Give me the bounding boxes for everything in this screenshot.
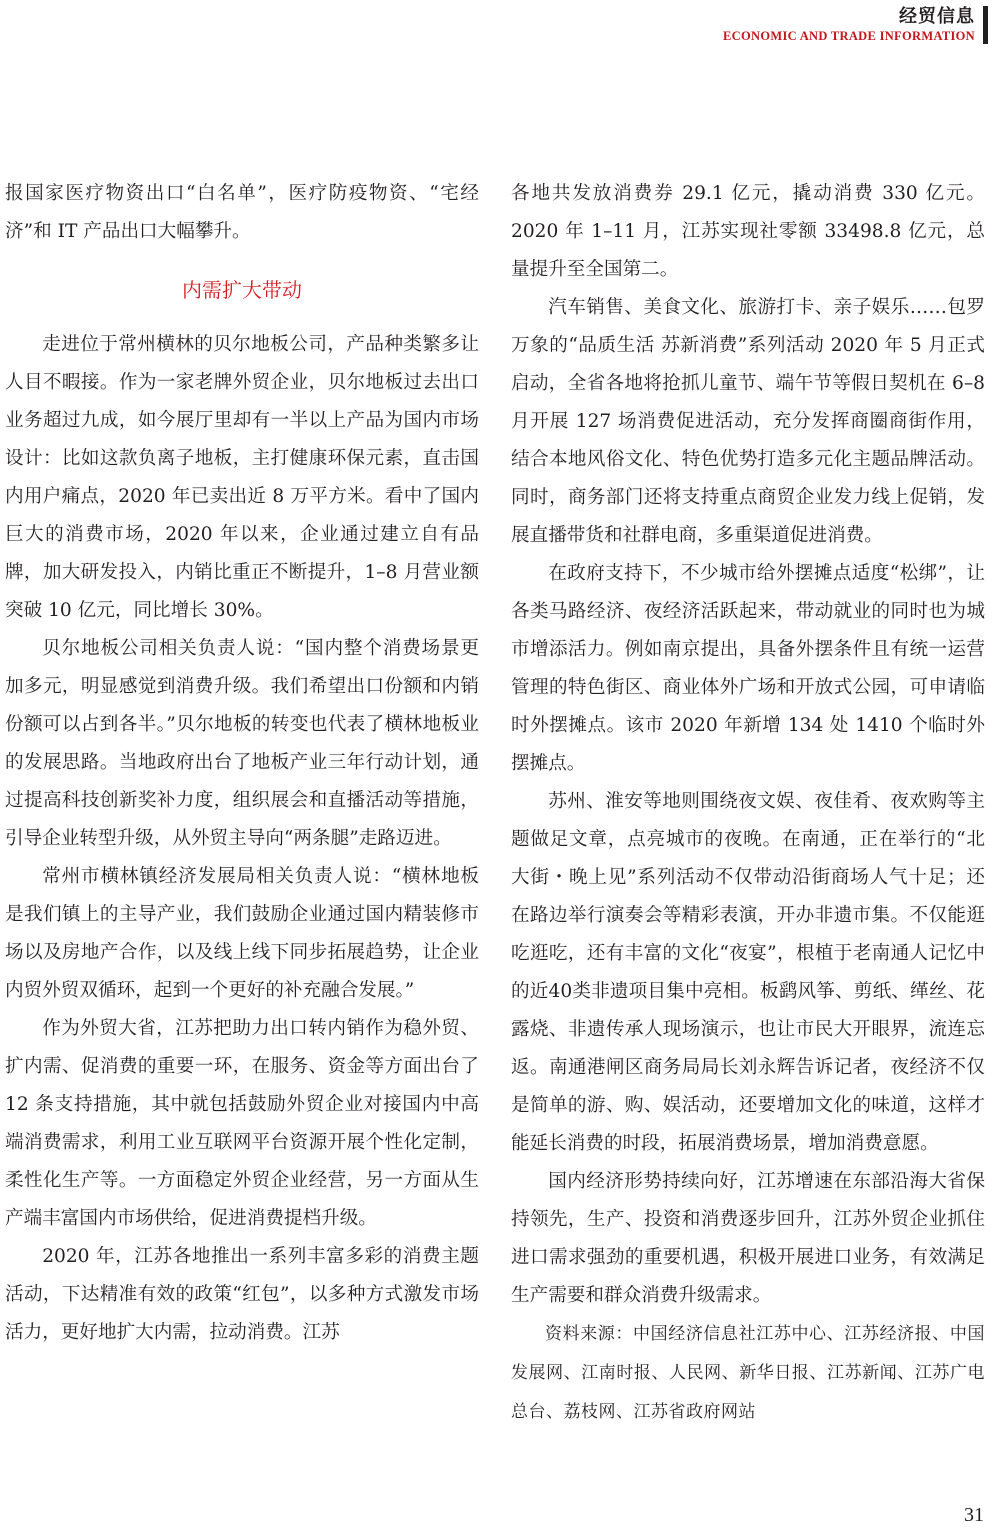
paragraph: 2020 年，江苏各地推出一系列丰富多彩的消费主题活动，下达精准有效的政策“红包”，以多种方式激发市场活力，更好地扩大内需，拉动消费。江苏 <box>5 1246 479 1343</box>
source-note: 资料来源：中国经济信息社江苏中心、江苏经济报、中国发展网、江南时报、人民网、新华日报、江苏新闻、江苏广电总台、荔枝网、江苏省政府网站 <box>511 1324 985 1422</box>
header-text <box>723 6 983 44</box>
paragraph: 在政府支持下，不少城市给外摆摊点适度“松绑”，让各类马路经济、夜经济活跃起来，带动就业的同时也为城市增添活力。例如南京提出，具备外摆条件且有统一运营管理的特色街区、商业体外广场和开放式公园，可申请临时外摆摊点。该市 2020 年新增 134 处 1410 个临时外摆摊点。 <box>511 563 985 774</box>
paragraph: 常州市横林镇经济发展局相关负责人说：“横林地板是我们镇上的主导产业，我们鼓励企业通过国内精装修市场以及房地产合作，以及线上线下同步拓展趋势，让企业内贸外贸双循环，起到一个更好的补充融合发展。” <box>5 866 479 1001</box>
paragraph: 各地共发放消费券 29.1 亿元，撬动消费 330 亿元。2020 年 1–11 月，江苏实现社零额 33498.8 亿元，总量提升至全国第二。 <box>511 183 985 280</box>
paragraph: 汽车销售、美食文化、旅游打卡、亲子娱乐……包罗万象的“品质生活 苏新消费”系列活动 2020 年 5 月正式启动，全省各地将抢抓儿童节、端午节等假日契机在 6–8 月开展 127 场消费促进活动，充分发挥商圈商街作用，结合本地风俗文化、特色优势打造多元化主题品牌活动。同时，商务部门还将支持重点商贸企业发力线上促销，发展直播带货和社群电商，多重渠道促进消费。 <box>511 297 985 546</box>
right-column <box>511 175 985 1432</box>
page-number: 31 <box>964 1504 984 1526</box>
page-header <box>723 6 988 44</box>
paragraph: 苏州、淮安等地则围绕夜文娱、夜佳肴、夜欢购等主题做足文章，点亮城市的夜晚。在南通，正在举行的“北大街・晚上见”系列活动不仅带动沿街商场人气十足；还在路边举行演奏会等精彩表演，开办非遗市集。不仅能逛吃逛吃，还有丰富的文化“夜宴”，根植于老南通人记忆中的近40类非遗项目集中亮相。板鹞风筝、剪纸、缂丝、花露烧、非遗传承人现场演示，也让市民大开眼界，流连忘返。南通港闸区商务局局长刘永辉告诉记者，夜经济不仅是简单的游、购、娱活动，还要增加文化的味道，这样才能延长消费的时段，拓展消费场景，增加消费意愿。 <box>511 791 985 1154</box>
left-column <box>5 175 479 1352</box>
section-heading: 内需扩大带动 <box>182 278 302 302</box>
magazine-title: 经贸信息 <box>899 6 975 27</box>
paragraph: 国内经济形势持续向好，江苏增速在东部沿海大省保持领先，生产、投资和消费逐步回升，江苏外贸企业抓住进口需求强劲的重要机遇，积极开展进口业务，有效满足生产需要和群众消费升级需求。 <box>511 1171 985 1306</box>
paragraph: 走进位于常州横林的贝尔地板公司，产品种类繁多让人目不暇接。作为一家老牌外贸企业，贝尔地板过去出口业务超过九成，如今展厅里却有一半以上产品为国内市场设计：比如这款负离子地板，主打健康环保元素，直击国内用户痛点，2020 年已卖出近 8 万平方米。看中了国内巨大的消费市场，2020 年以来，企业通过建立自有品牌，加大研发投入，内销比重正不断提升，1–8 月营业额突破 10 亿元，同比增长 30%。 <box>5 334 479 621</box>
header-bar <box>983 6 988 44</box>
magazine-subtitle: ECONOMIC AND TRADE INFORMATION <box>723 29 975 43</box>
paragraph: 贝尔地板公司相关负责人说：“国内整个消费场景更加多元，明显感觉到消费升级。我们希望出口份额和内销份额可以占到各半。”贝尔地板的转变也代表了横林地板业的发展思路。当地政府出台了地板产业三年行动计划，通过提高科技创新奖补力度，组织展会和直播活动等措施，引导企业转型升级，从外贸主导向“两条腿”走路迈进。 <box>5 638 479 849</box>
paragraph: 作为外贸大省，江苏把助力出口转内销作为稳外贸、扩内需、促消费的重要一环，在服务、资金等方面出台了 12 条支持措施，其中就包括鼓励外贸企业对接国内中高端消费需求，利用工业互联网平台资源开展个性化定制，柔性化生产等。一方面稳定外贸企业经营，另一方面从生产端丰富国内市场供给，促进消费提档升级。 <box>5 1018 479 1229</box>
paragraph: 报国家医疗物资出口“白名单”，医疗防疫物资、“宅经济”和 IT 产品出口大幅攀升。 <box>5 183 479 242</box>
